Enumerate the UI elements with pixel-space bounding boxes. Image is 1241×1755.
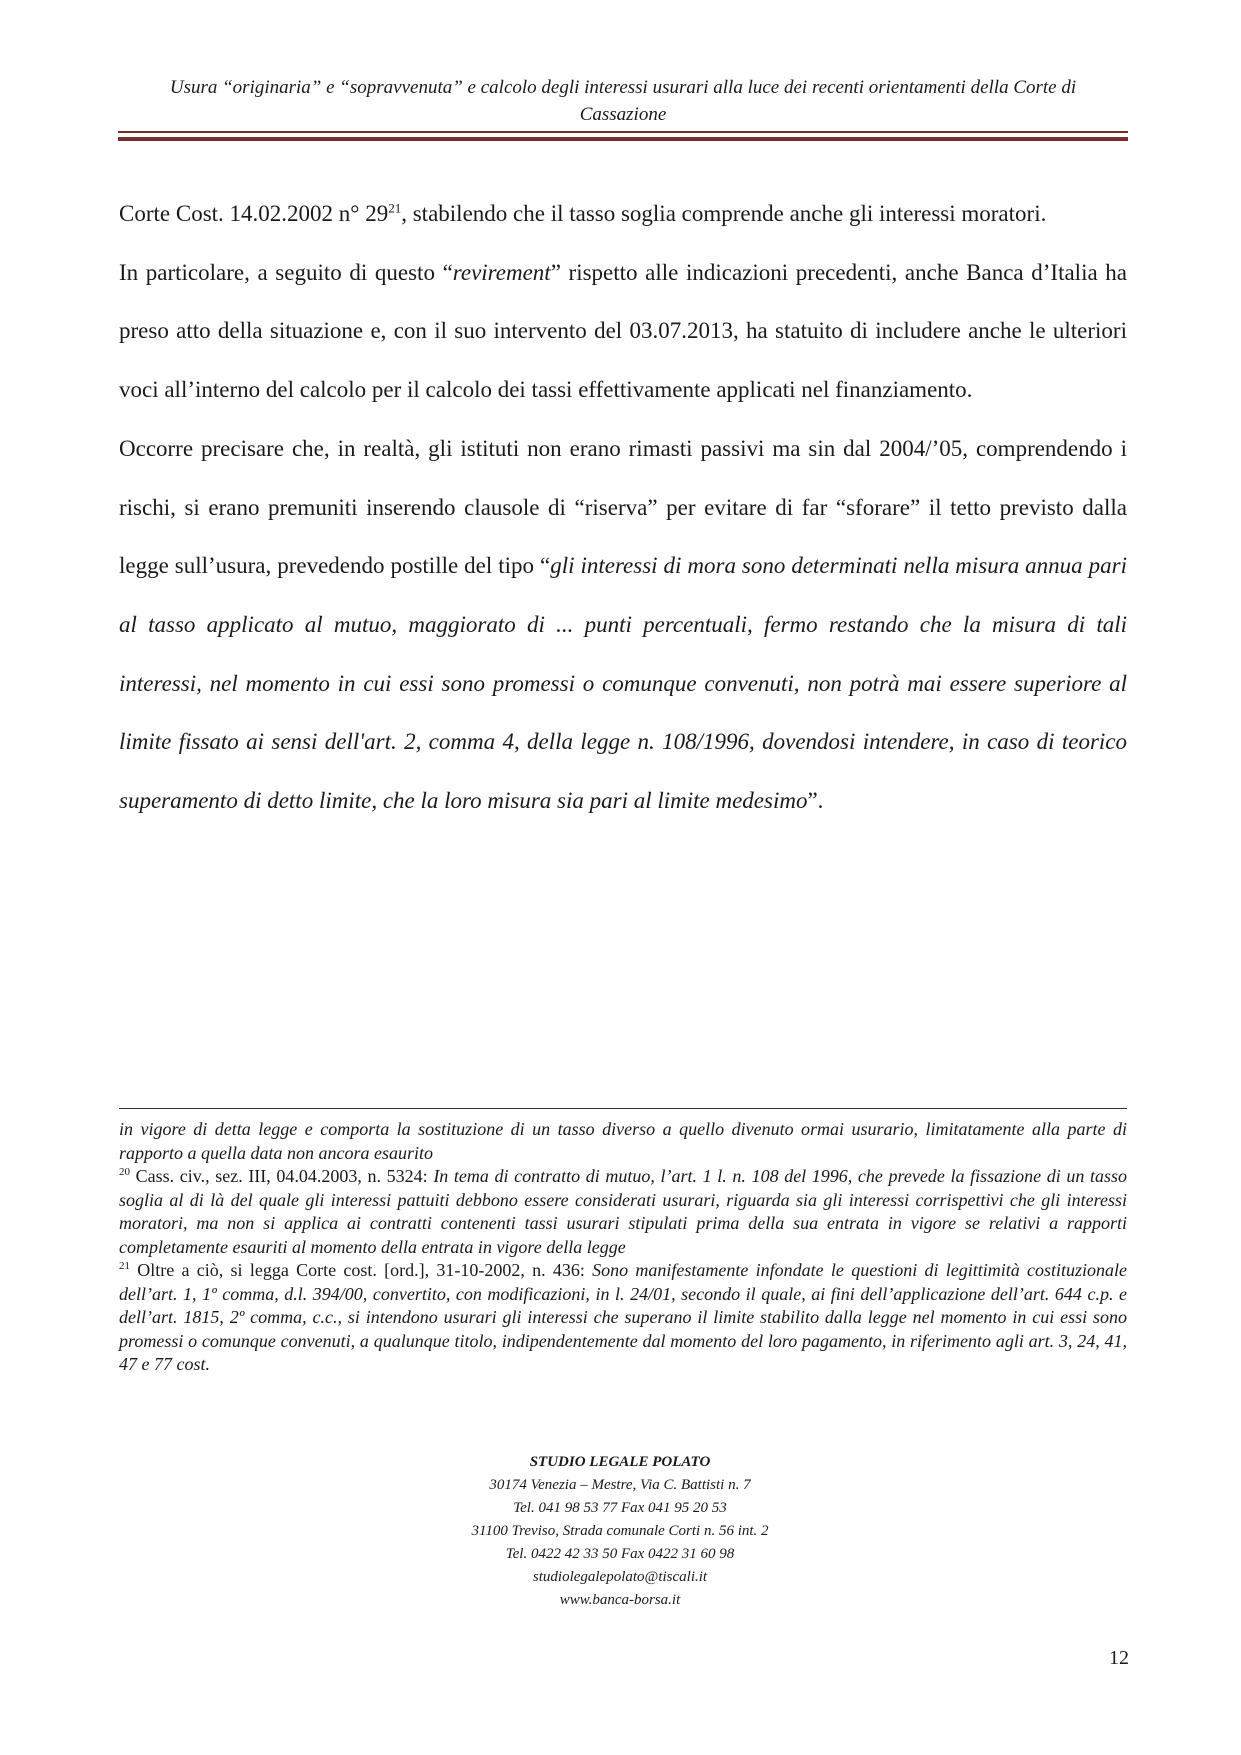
footnote-21-number: 21: [119, 1260, 130, 1272]
paragraph-2-text-a: In particolare, a seguito di questo “: [119, 259, 453, 285]
footnote-21-text: Sono manifestamente infondate le questioni di legittimità costituzionale dell’art. 1, 1º comma, d.l. 394/00, convertito, con modificazioni, in l. 24/01, secondo il quale, ai fini dell’applicazione dell’art. 644 c.p. e dell’art. 1815, 2º comma, c.c., si intendono usurari gli interessi che superano il limite stabilito dalla legge nel momento in cui essi sono promessi o comunque convenuti, a qualunque titolo, indipendentemente dal momento del loro pagamento, in riferimento agli art. 3, 24, 41, 47 e 77 cost.: [119, 1260, 1127, 1374]
paragraph-1: [119, 185, 1127, 244]
footnote-continuation: in vigore di detta legge e comporta la sostituzione di un tasso diverso a quello divenuto ormai usurario, limitatamente alla parte di rapporto a quella data non ancora esaurito: [119, 1119, 1127, 1163]
header-rule-thick: [118, 137, 1128, 141]
paragraph-3: [119, 420, 1127, 831]
firm-name: STUDIO LEGALE POLATO: [529, 1454, 711, 1470]
address-venezia: 30174 Venezia – Mestre, Via C. Battisti n. 7: [489, 1477, 751, 1493]
header-title-line1: Usura “originaria” e “sopravvenuta” e calcolo degli interessi usurari alla luce dei recenti orientamenti della Corte di: [169, 77, 1077, 98]
paragraph-3-text-a: Occorre precisare che, in realtà, gli istituti non erano rimasti passivi ma sin dal 2004/’05, comprendendo i rischi, si erano premuniti inserendo clausole di “riserva” per evitare di far “sforare” il tetto previsto dalla legge sull’usura, prevedendo postille del tipo “: [119, 435, 1127, 579]
header-title-line2: Cassazione: [579, 104, 667, 125]
paragraph-1-text-b: , stabilendo che il tasso soglia comprende anche gli interessi moratori.: [401, 201, 1047, 226]
footnote-ref-21: 21: [388, 200, 402, 216]
header-rule-thin: [118, 131, 1128, 133]
footnote-20-number: 20: [119, 1166, 130, 1178]
phone-venezia: Tel. 041 98 53 77 Fax 041 95 20 53: [513, 1500, 727, 1516]
footnotes: [119, 1118, 1127, 1377]
page-footer: [300, 1451, 940, 1612]
footnote-20-source: Cass. civ., sez. III, 04.04.2003, n. 5324:: [130, 1166, 434, 1186]
paragraph-2-italic: revirement: [452, 259, 551, 285]
email-link[interactable]: studiolegalepolato@tiscali.it: [532, 1569, 708, 1585]
page-number: 12: [1109, 1647, 1129, 1669]
footnote-21-source: Oltre a ciò, si legga Corte cost. [ord.], 31-10-2002, n. 436:: [130, 1260, 593, 1280]
website-link[interactable]: www.banca-borsa.it: [559, 1592, 681, 1608]
address-treviso: 31100 Treviso, Strada comunale Corti n. 56 int. 2: [471, 1523, 769, 1539]
paragraph-2-text-b: ” rispetto alle indicazioni precedenti, anche Banca d’Italia ha preso atto della situazione e, con il suo intervento del 03.07.2013, ha statuito di includere anche le ulteriori voci all’interno del calcolo per il calcolo dei tassi effettivamente applicati nel finanziamento.: [119, 259, 1128, 403]
phone-treviso: Tel. 0422 42 33 50 Fax 0422 31 60 98: [505, 1546, 735, 1562]
footnote-20: [119, 1165, 1127, 1259]
paragraph-2: [119, 244, 1127, 420]
main-text: [119, 185, 1127, 831]
paragraph-3-text-b: ”.: [807, 788, 824, 814]
running-header: [118, 74, 1128, 128]
paragraph-3-quote: gli interessi di mora sono determinati nella misura annua pari al tasso applicato al mutuo, maggiorato di ... punti percentuali, fermo restando che la misura di tali interessi, nel momento in cui essi sono promessi o comunque convenuti, non potrà mai essere superiore al limite fissato ai sensi dell'art. 2, comma 4, della legge n. 108/1996, dovendosi intendere, in caso di teorico superamento di detto limite, che la loro misura sia pari al limite medesimo: [119, 553, 1127, 814]
footnote-20-text: In tema di contratto di mutuo, l’art. 1 l. n. 108 del 1996, che prevede la fissazione di un tasso soglia al di là del quale gli interessi pattuiti debbono essere considerati usurari, riguarda sia gli interessi corrispettivi che gli interessi moratori, ma non si applica ai contratti contenenti tassi usurari stipulati prima della sua entrata in vigore se relativi a rapporti completamente esauriti al momento della entrata in vigore della legge: [119, 1166, 1127, 1257]
paragraph-1-text-a: Corte Cost. 14.02.2002 n° 29: [119, 201, 389, 226]
footnote-separator: [119, 1108, 1127, 1109]
footnote-21: [119, 1259, 1127, 1377]
